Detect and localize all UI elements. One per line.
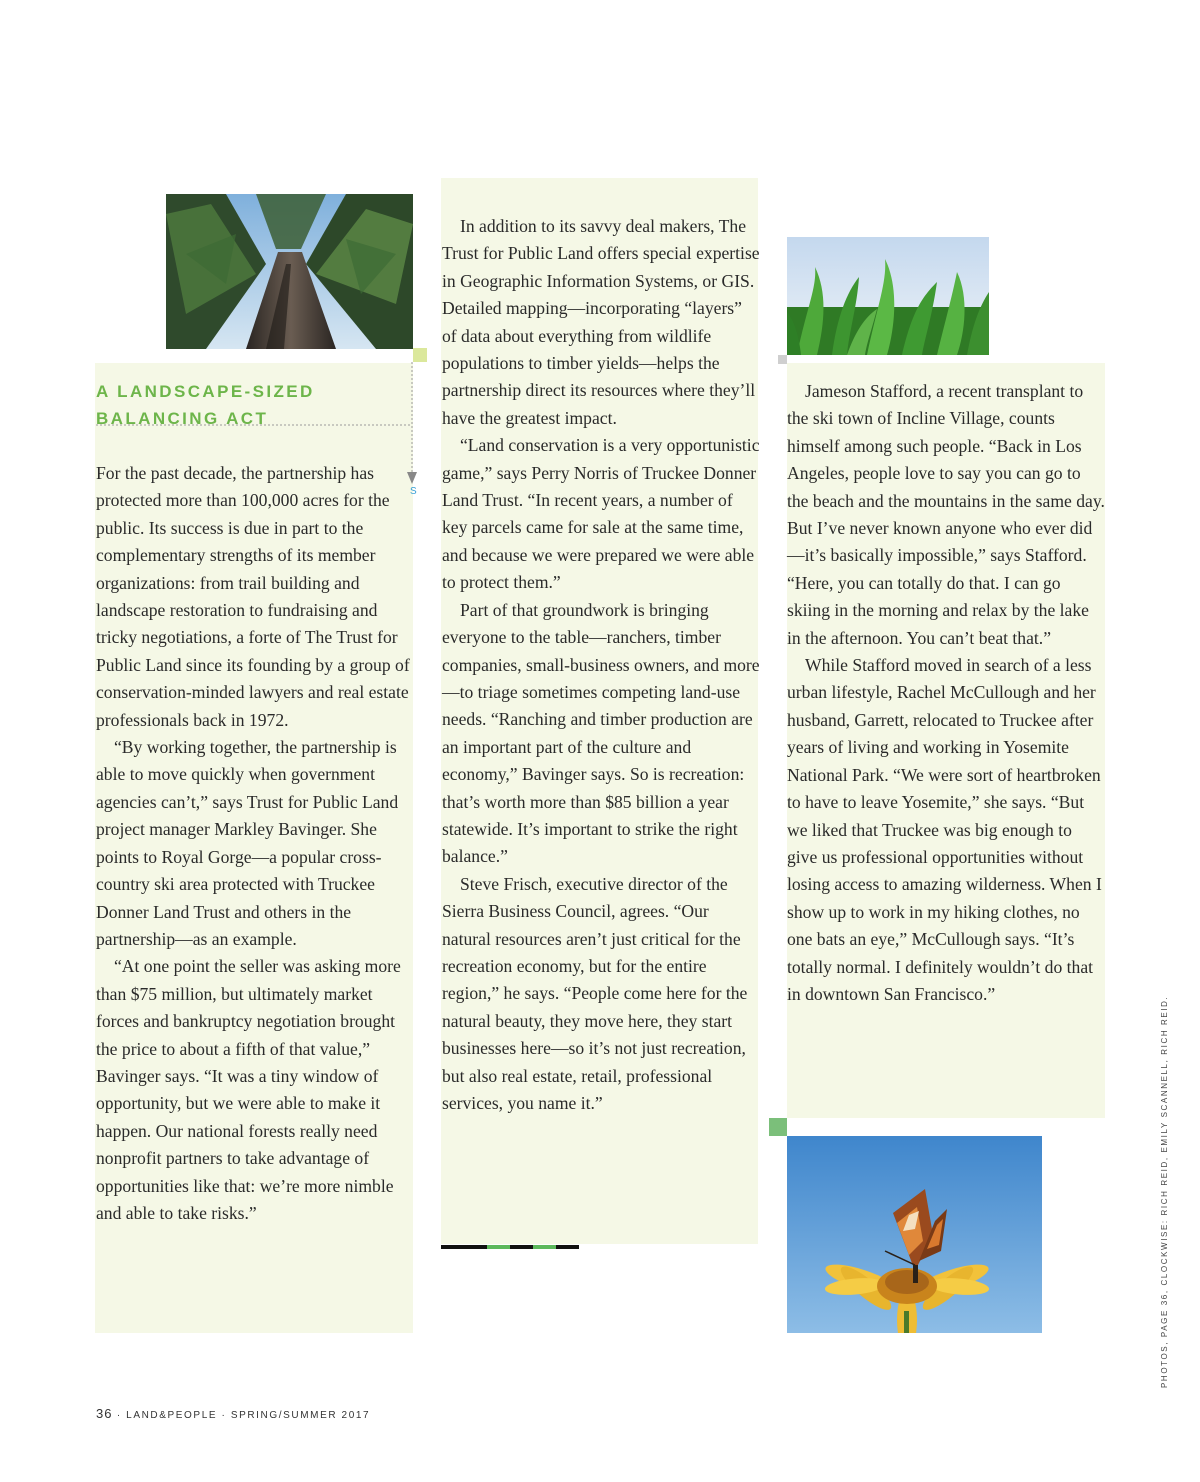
section-end-rule xyxy=(441,1245,579,1249)
paragraph: In addition to its savvy deal makers, The Trust for Public Land offers special expertise in Geographic Information Systems, or GIS. Detailed mapping—incorporating “layers” of data about everything from wildlife populations to timber yields—helps the partnership direct its resources where they’ll have the greatest impact. xyxy=(442,216,760,428)
green-plants-photo xyxy=(787,237,989,355)
accent-square xyxy=(778,355,787,364)
accent-square xyxy=(413,348,427,362)
paragraph: Part of that groundwork is bringing everyone to the table—ranchers, timber companies, small-business owners, and more—to triage sometimes competing land-use needs. “Ranching and timber production are an important part of the culture and economy,” Bavinger says. So is recreation: that’s worth more than $85 billion a year statewide. It’s important to strike the right balance.” xyxy=(442,599,760,867)
green-plants-image xyxy=(787,237,989,355)
article-column-2 xyxy=(442,213,760,1117)
photo-credit: PHOTOS, PAGE 36, CLOCKWISE: RICH REID, EMILY SCANNELL, RICH REID. xyxy=(1160,995,1169,1388)
butterfly-flower-photo xyxy=(787,1136,1042,1333)
annotation-mark-s: S xyxy=(410,486,417,497)
article-column-1 xyxy=(96,460,412,1227)
page-footer xyxy=(96,1406,370,1421)
tree-canopy-photo xyxy=(166,194,413,349)
paragraph: Steve Frisch, executive director of the Sierra Business Council, agrees. “Our natural resources aren’t just critical for the recreation economy, but for the entire region,” he says. “People come here for the natural beauty, they move here, they start businesses here—so it’s not just recreation, but also real estate, retail, professional services, you name it.” xyxy=(442,873,748,1113)
magazine-issue: · LAND&PEOPLE · SPRING/SUMMER 2017 xyxy=(116,1410,371,1421)
paragraph: “By working together, the partnership is able to move quickly when government agencies can’t,” says Trust for Public Land project manager Markley Bavinger. She points to Royal Gorge—a popular cross-country ski area protected with Truckee Donner Land Trust and others in the partnership—as an example. xyxy=(96,737,399,949)
paragraph: “At one point the seller was asking more than $75 million, but ultimately market forces and bankruptcy negotiation brought the price to about a fifth of that value,” Bavinger says. “It was a tiny window of opportunity, but we were able to make it happen. Our national forests really need nonprofit partners to take advantage of opportunities like that: we’re more nimble and able to take risks.” xyxy=(96,956,401,1223)
heading-line-1: A LANDSCAPE-SIZED xyxy=(96,382,315,401)
paragraph: “Land conservation is a very opportunistic game,” says Perry Norris of Truckee Donner Land Trust. “In recent years, a number of key parcels came for sale at the same time, and because we were prepared we were able to protect them.” xyxy=(442,435,760,593)
butterfly-flower-image xyxy=(787,1136,1042,1333)
paragraph: While Stafford moved in search of a less urban lifestyle, Rachel McCullough and her husband, Garrett, relocated to Truckee after years of living and working in Yosemite National Park. “We were sort of heartbroken to have to leave Yosemite,” she says. “But we liked that Truckee was big enough to give us professional opportunities without losing access to amazing wilderness. When I show up to work in my hiking clothes, no one bats an eye,” McCullough says. “It’s totally normal. I definitely wouldn’t do that in downtown San Francisco.” xyxy=(787,655,1102,1004)
heading-line-2: BALANCING ACT xyxy=(96,409,269,428)
page-number: 36 xyxy=(96,1406,113,1421)
tree-canopy-image xyxy=(166,194,413,349)
article-column-3 xyxy=(787,378,1105,1008)
accent-square xyxy=(769,1118,787,1136)
paragraph: Jameson Stafford, a recent transplant to the ski town of Incline Village, counts himself among such people. “Back in Los Angeles, people love to say you can go to the beach and the mountains in the same day. But I’ve never known anyone who ever did—it’s basically impossible,” says Stafford. “Here, you can totally do that. I can go skiing in the morning and relax by the lake in the afternoon. You can’t beat that.” xyxy=(787,381,1105,648)
paragraph: For the past decade, the partnership has protected more than 100,000 acres for the public. Its success is due in part to the complementary strengths of its member organizations: from trail building and landscape restoration to fundraising and tricky negotiations, a forte of The Trust for Public Land since its founding by a group of conservation-minded lawyers and real estate professionals back in 1972. xyxy=(96,463,410,730)
